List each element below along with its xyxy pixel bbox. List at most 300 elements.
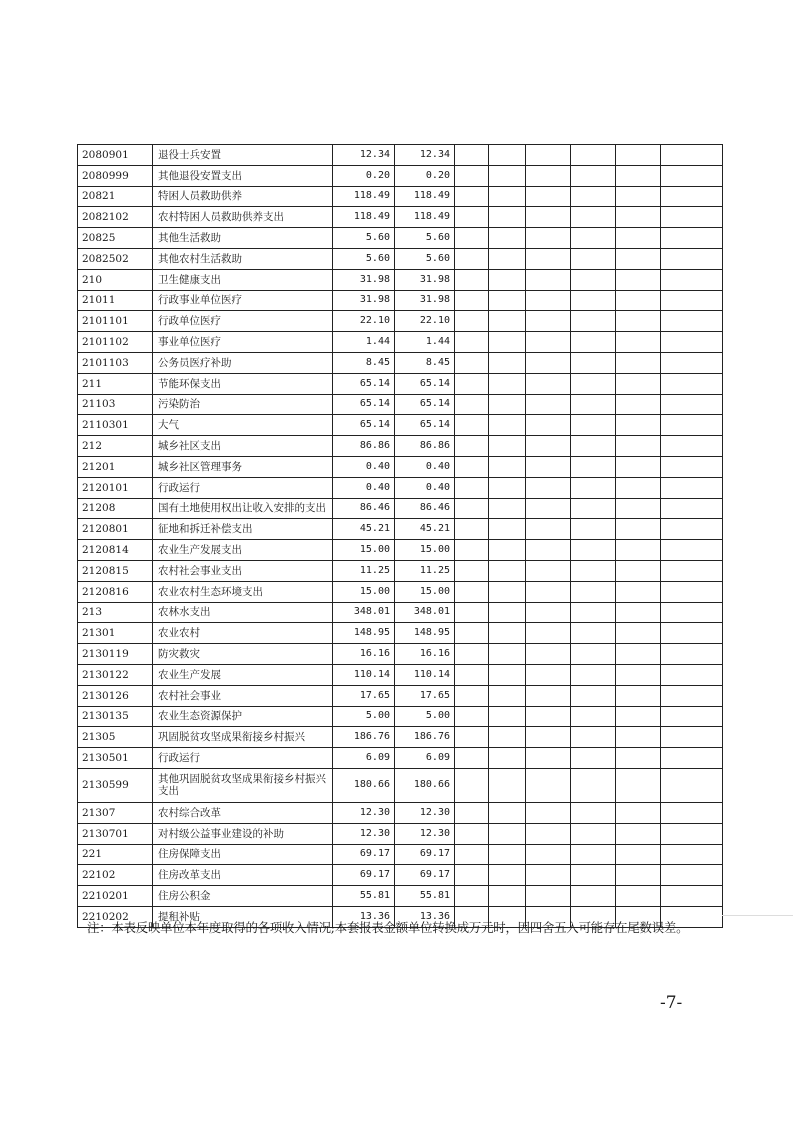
table-row <box>78 436 723 457</box>
table-row <box>78 865 723 886</box>
account-name-cell: 农业生产发展支出 <box>153 540 333 561</box>
empty-cell <box>455 644 489 665</box>
total-cell: 86.46 <box>333 498 395 519</box>
empty-cell <box>571 748 616 769</box>
empty-cell <box>616 207 661 228</box>
amount-cell: 348.01 <box>395 602 455 623</box>
empty-cell <box>526 768 571 802</box>
account-name-cell: 城乡社区管理事务 <box>153 456 333 477</box>
account-name-cell: 农业农村生态环境支出 <box>153 581 333 602</box>
empty-cell <box>526 602 571 623</box>
account-code-cell: 20825 <box>78 228 153 249</box>
empty-cell <box>489 436 526 457</box>
table-row <box>78 477 723 498</box>
total-cell: 5.60 <box>333 248 395 269</box>
empty-cell <box>616 748 661 769</box>
empty-cell <box>661 623 723 644</box>
table-row <box>78 145 723 166</box>
amount-cell: 31.98 <box>395 269 455 290</box>
empty-cell <box>489 768 526 802</box>
amount-cell: 5.60 <box>395 248 455 269</box>
amount-cell: 11.25 <box>395 560 455 581</box>
amount-cell: 0.40 <box>395 456 455 477</box>
empty-cell <box>571 290 616 311</box>
empty-cell <box>571 436 616 457</box>
table-row <box>78 706 723 727</box>
empty-cell <box>616 802 661 823</box>
table-row <box>78 269 723 290</box>
empty-cell <box>616 228 661 249</box>
account-name-cell: 城乡社区支出 <box>153 436 333 457</box>
account-code-cell: 2120801 <box>78 519 153 540</box>
amount-cell: 1.44 <box>395 332 455 353</box>
empty-cell <box>571 581 616 602</box>
account-code-cell: 2120101 <box>78 477 153 498</box>
account-code-cell: 2130135 <box>78 706 153 727</box>
empty-cell <box>489 685 526 706</box>
amount-cell: 148.95 <box>395 623 455 644</box>
table-row <box>78 373 723 394</box>
account-code-cell: 2082502 <box>78 248 153 269</box>
amount-cell: 118.49 <box>395 207 455 228</box>
account-name-cell: 其他巩固脱贫攻坚成果衔接乡村振兴支出 <box>153 768 333 802</box>
empty-cell <box>571 664 616 685</box>
empty-cell <box>455 664 489 685</box>
total-cell: 180.66 <box>333 768 395 802</box>
empty-cell <box>571 477 616 498</box>
empty-cell <box>616 269 661 290</box>
account-code-cell: 2210202 <box>78 906 153 927</box>
account-name-cell: 住房公积金 <box>153 886 333 907</box>
table-row <box>78 498 723 519</box>
account-code-cell: 2080901 <box>78 145 153 166</box>
total-cell: 13.36 <box>333 906 395 927</box>
empty-cell <box>489 332 526 353</box>
empty-cell <box>616 415 661 436</box>
table-row <box>78 602 723 623</box>
empty-cell <box>571 706 616 727</box>
total-cell: 0.40 <box>333 477 395 498</box>
empty-cell <box>616 248 661 269</box>
account-code-cell: 2120815 <box>78 560 153 581</box>
table-row <box>78 207 723 228</box>
amount-cell: 13.36 <box>395 906 455 927</box>
total-cell: 31.98 <box>333 290 395 311</box>
amount-cell: 16.16 <box>395 644 455 665</box>
account-name-cell: 节能环保支出 <box>153 373 333 394</box>
account-name-cell: 其他退役安置支出 <box>153 165 333 186</box>
total-cell: 148.95 <box>333 623 395 644</box>
empty-cell <box>616 768 661 802</box>
empty-cell <box>616 823 661 844</box>
total-cell: 22.10 <box>333 311 395 332</box>
total-cell: 12.30 <box>333 823 395 844</box>
account-name-cell: 农村特困人员救助供养支出 <box>153 207 333 228</box>
empty-cell <box>661 311 723 332</box>
empty-cell <box>455 352 489 373</box>
empty-cell <box>455 727 489 748</box>
table-row <box>78 823 723 844</box>
empty-cell <box>526 352 571 373</box>
total-cell: 118.49 <box>333 207 395 228</box>
amount-cell: 69.17 <box>395 865 455 886</box>
total-cell: 16.16 <box>333 644 395 665</box>
empty-cell <box>455 165 489 186</box>
account-name-cell: 农业生态资源保护 <box>153 706 333 727</box>
account-name-cell: 行政运行 <box>153 477 333 498</box>
empty-cell <box>455 519 489 540</box>
empty-cell <box>455 186 489 207</box>
empty-cell <box>661 644 723 665</box>
account-name-cell: 农村综合改革 <box>153 802 333 823</box>
empty-cell <box>455 802 489 823</box>
empty-cell <box>661 394 723 415</box>
account-code-cell: 211 <box>78 373 153 394</box>
amount-cell: 65.14 <box>395 373 455 394</box>
empty-cell <box>616 519 661 540</box>
table-body <box>78 145 723 928</box>
empty-cell <box>616 685 661 706</box>
empty-cell <box>571 519 616 540</box>
empty-cell <box>616 706 661 727</box>
empty-cell <box>489 802 526 823</box>
empty-cell <box>616 352 661 373</box>
empty-cell <box>455 768 489 802</box>
empty-cell <box>616 456 661 477</box>
account-name-cell: 征地和拆迁补偿支出 <box>153 519 333 540</box>
empty-cell <box>571 644 616 665</box>
account-name-cell: 农林水支出 <box>153 602 333 623</box>
empty-cell <box>571 886 616 907</box>
empty-cell <box>489 540 526 561</box>
empty-cell <box>661 456 723 477</box>
empty-cell <box>616 560 661 581</box>
empty-cell <box>661 602 723 623</box>
empty-cell <box>489 664 526 685</box>
account-code-cell: 21201 <box>78 456 153 477</box>
empty-cell <box>489 706 526 727</box>
empty-cell <box>489 844 526 865</box>
table-row <box>78 415 723 436</box>
total-cell: 65.14 <box>333 415 395 436</box>
empty-cell <box>526 436 571 457</box>
empty-cell <box>661 802 723 823</box>
empty-cell <box>571 823 616 844</box>
empty-cell <box>571 865 616 886</box>
table-row <box>78 581 723 602</box>
account-code-cell: 210 <box>78 269 153 290</box>
empty-cell <box>616 394 661 415</box>
empty-cell <box>489 248 526 269</box>
empty-cell <box>571 186 616 207</box>
empty-cell <box>489 602 526 623</box>
account-name-cell: 住房改革支出 <box>153 865 333 886</box>
empty-cell <box>489 519 526 540</box>
table-row <box>78 802 723 823</box>
empty-cell <box>526 394 571 415</box>
empty-cell <box>571 269 616 290</box>
empty-cell <box>661 865 723 886</box>
empty-cell <box>616 623 661 644</box>
amount-cell: 5.00 <box>395 706 455 727</box>
empty-cell <box>489 145 526 166</box>
empty-cell <box>489 165 526 186</box>
empty-cell <box>455 685 489 706</box>
empty-cell <box>616 644 661 665</box>
amount-cell: 110.14 <box>395 664 455 685</box>
account-code-cell: 212 <box>78 436 153 457</box>
total-cell: 69.17 <box>333 844 395 865</box>
empty-cell <box>526 664 571 685</box>
empty-cell <box>489 394 526 415</box>
empty-cell <box>526 498 571 519</box>
empty-cell <box>455 560 489 581</box>
total-cell: 118.49 <box>333 186 395 207</box>
account-name-cell: 农村社会事业支出 <box>153 560 333 581</box>
empty-cell <box>526 269 571 290</box>
empty-cell <box>616 602 661 623</box>
total-cell: 110.14 <box>333 664 395 685</box>
empty-cell <box>455 581 489 602</box>
empty-cell <box>616 498 661 519</box>
empty-cell <box>616 581 661 602</box>
empty-cell <box>571 248 616 269</box>
account-code-cell: 2130599 <box>78 768 153 802</box>
empty-cell <box>661 415 723 436</box>
empty-cell <box>616 540 661 561</box>
amount-cell: 31.98 <box>395 290 455 311</box>
account-code-cell: 2082102 <box>78 207 153 228</box>
empty-cell <box>661 248 723 269</box>
empty-cell <box>489 269 526 290</box>
empty-cell <box>455 477 489 498</box>
total-cell: 5.60 <box>333 228 395 249</box>
amount-cell: 180.66 <box>395 768 455 802</box>
empty-cell <box>661 498 723 519</box>
empty-cell <box>661 748 723 769</box>
empty-cell <box>571 802 616 823</box>
amount-cell: 186.76 <box>395 727 455 748</box>
amount-cell: 45.21 <box>395 519 455 540</box>
account-code-cell: 2130701 <box>78 823 153 844</box>
total-cell: 8.45 <box>333 352 395 373</box>
empty-cell <box>526 802 571 823</box>
empty-cell <box>661 373 723 394</box>
table-row <box>78 540 723 561</box>
account-code-cell: 2101101 <box>78 311 153 332</box>
account-name-cell: 对村级公益事业建设的补助 <box>153 823 333 844</box>
account-code-cell: 2120816 <box>78 581 153 602</box>
empty-cell <box>661 332 723 353</box>
amount-cell: 65.14 <box>395 394 455 415</box>
account-name-cell: 防灾救灾 <box>153 644 333 665</box>
empty-cell <box>661 844 723 865</box>
empty-cell <box>526 865 571 886</box>
empty-cell <box>571 373 616 394</box>
empty-cell <box>455 394 489 415</box>
empty-cell <box>571 623 616 644</box>
empty-cell <box>661 581 723 602</box>
total-cell: 0.40 <box>333 456 395 477</box>
empty-cell <box>616 886 661 907</box>
empty-cell <box>616 436 661 457</box>
empty-cell <box>616 477 661 498</box>
empty-cell <box>526 332 571 353</box>
empty-cell <box>526 373 571 394</box>
empty-cell <box>526 748 571 769</box>
empty-cell <box>661 519 723 540</box>
empty-cell <box>616 727 661 748</box>
empty-cell <box>455 145 489 166</box>
total-cell: 65.14 <box>333 373 395 394</box>
empty-cell <box>661 727 723 748</box>
amount-cell: 118.49 <box>395 186 455 207</box>
account-name-cell: 退役士兵安置 <box>153 145 333 166</box>
total-cell: 55.81 <box>333 886 395 907</box>
empty-cell <box>571 415 616 436</box>
empty-cell <box>489 865 526 886</box>
empty-cell <box>661 560 723 581</box>
empty-cell <box>661 352 723 373</box>
table-row <box>78 456 723 477</box>
empty-cell <box>455 415 489 436</box>
total-cell: 65.14 <box>333 394 395 415</box>
total-cell: 69.17 <box>333 865 395 886</box>
account-name-cell: 住房保障支出 <box>153 844 333 865</box>
empty-cell <box>455 456 489 477</box>
empty-cell <box>571 560 616 581</box>
table-row <box>78 886 723 907</box>
empty-cell <box>455 706 489 727</box>
empty-cell <box>526 186 571 207</box>
account-code-cell: 22102 <box>78 865 153 886</box>
empty-cell <box>489 311 526 332</box>
empty-cell <box>489 644 526 665</box>
empty-cell <box>616 290 661 311</box>
table-row <box>78 248 723 269</box>
table-row <box>78 768 723 802</box>
empty-cell <box>455 290 489 311</box>
empty-cell <box>489 886 526 907</box>
empty-cell <box>661 165 723 186</box>
empty-cell <box>455 540 489 561</box>
account-name-cell: 农村社会事业 <box>153 685 333 706</box>
empty-cell <box>489 186 526 207</box>
account-name-cell: 行政单位医疗 <box>153 311 333 332</box>
table-row <box>78 352 723 373</box>
empty-cell <box>489 498 526 519</box>
empty-cell <box>526 519 571 540</box>
total-cell: 17.65 <box>333 685 395 706</box>
amount-cell: 15.00 <box>395 581 455 602</box>
empty-cell <box>661 290 723 311</box>
account-code-cell: 20821 <box>78 186 153 207</box>
empty-cell <box>616 165 661 186</box>
empty-cell <box>526 727 571 748</box>
empty-cell <box>489 581 526 602</box>
empty-cell <box>455 228 489 249</box>
empty-cell <box>489 456 526 477</box>
empty-cell <box>526 706 571 727</box>
empty-cell <box>526 415 571 436</box>
empty-cell <box>571 228 616 249</box>
empty-cell <box>489 290 526 311</box>
account-code-cell: 221 <box>78 844 153 865</box>
empty-cell <box>526 581 571 602</box>
amount-cell: 6.09 <box>395 748 455 769</box>
table-row <box>78 664 723 685</box>
account-name-cell: 特困人员救助供养 <box>153 186 333 207</box>
empty-cell <box>661 685 723 706</box>
empty-cell <box>489 228 526 249</box>
total-cell: 348.01 <box>333 602 395 623</box>
empty-cell <box>616 332 661 353</box>
empty-cell <box>455 332 489 353</box>
footnote: 注：本表反映单位本年度取得的各项收入情况;本套报表金额单位转换成万元时，因四舍五入可能存在尾数误差。 <box>87 920 689 935</box>
amount-cell: 86.46 <box>395 498 455 519</box>
empty-cell <box>571 685 616 706</box>
amount-cell: 0.20 <box>395 165 455 186</box>
total-cell: 15.00 <box>333 540 395 561</box>
account-name-cell: 提租补贴 <box>153 906 333 927</box>
amount-cell: 69.17 <box>395 844 455 865</box>
empty-cell <box>571 352 616 373</box>
income-table <box>77 144 723 928</box>
table-row <box>78 727 723 748</box>
empty-cell <box>571 498 616 519</box>
empty-cell <box>661 664 723 685</box>
empty-cell <box>661 207 723 228</box>
empty-cell <box>526 844 571 865</box>
empty-cell <box>489 727 526 748</box>
table-row <box>78 748 723 769</box>
empty-cell <box>489 477 526 498</box>
amount-cell: 55.81 <box>395 886 455 907</box>
empty-cell <box>526 456 571 477</box>
empty-cell <box>526 145 571 166</box>
total-cell: 186.76 <box>333 727 395 748</box>
account-name-cell: 巩固脱贫攻坚成果衔接乡村振兴 <box>153 727 333 748</box>
empty-cell <box>571 207 616 228</box>
empty-cell <box>661 186 723 207</box>
empty-cell <box>571 727 616 748</box>
empty-cell <box>571 145 616 166</box>
account-code-cell: 21103 <box>78 394 153 415</box>
empty-cell <box>526 228 571 249</box>
empty-cell <box>489 415 526 436</box>
amount-cell: 22.10 <box>395 311 455 332</box>
account-code-cell: 21301 <box>78 623 153 644</box>
empty-cell <box>526 823 571 844</box>
empty-cell <box>571 456 616 477</box>
empty-cell <box>661 823 723 844</box>
empty-cell <box>455 269 489 290</box>
empty-cell <box>661 436 723 457</box>
empty-cell <box>455 436 489 457</box>
empty-cell <box>661 228 723 249</box>
empty-cell <box>571 311 616 332</box>
empty-cell <box>455 248 489 269</box>
empty-cell <box>526 477 571 498</box>
empty-cell <box>661 706 723 727</box>
empty-cell <box>455 886 489 907</box>
empty-cell <box>489 623 526 644</box>
empty-cell <box>489 823 526 844</box>
empty-cell <box>526 248 571 269</box>
empty-cell <box>526 290 571 311</box>
account-code-cell: 2120814 <box>78 540 153 561</box>
account-name-cell: 污染防治 <box>153 394 333 415</box>
